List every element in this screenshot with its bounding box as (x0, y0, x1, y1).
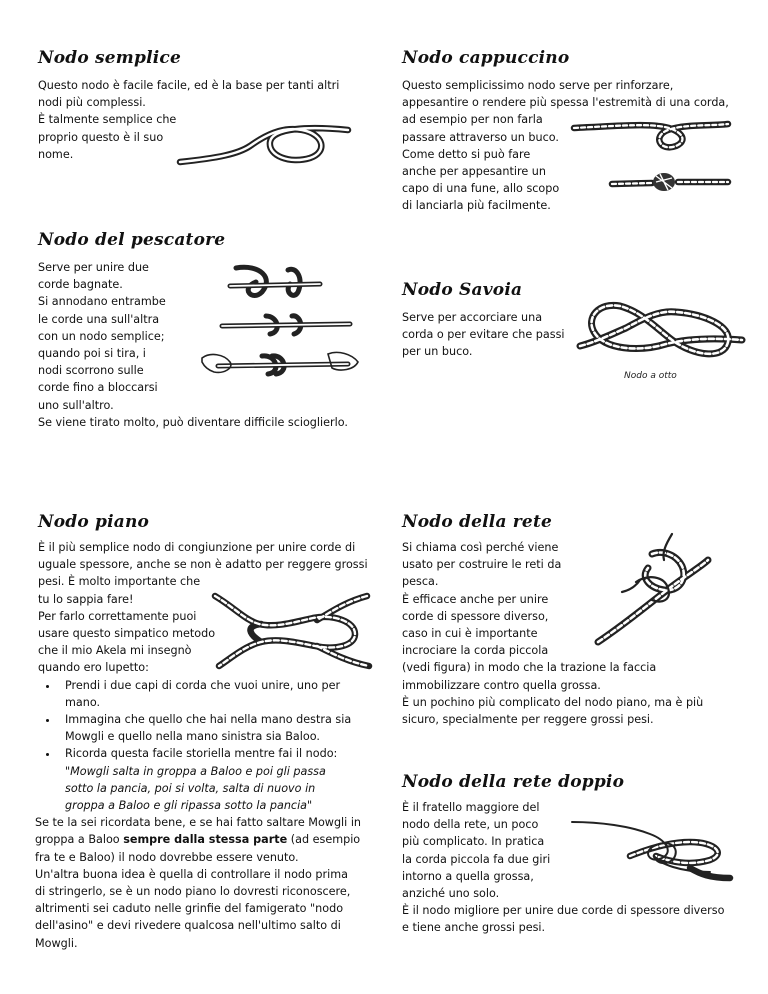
line: quando ero lupetto: (38, 661, 149, 675)
line: di stringerlo, se è un nodo piano lo dovresti riconoscere, (35, 885, 351, 899)
heading-nodo-rete-doppio: Nodo della rete doppio (402, 772, 625, 792)
line: È efficace anche per unire (402, 592, 549, 606)
cappuccino-knot-illustration (572, 112, 732, 192)
line: proprio questo è il suo (38, 130, 164, 144)
line: fra te e Baloo) il nodo dovrebbe essere venuto. (35, 850, 299, 864)
line: corde fino a bloccarsi (38, 381, 158, 395)
line: Immagina che quello che hai nella mano destra sia (65, 713, 352, 727)
line: caso in cui è importante (402, 627, 538, 641)
line: appesantire o rendere più spessa l'estremità di una corda, (402, 96, 729, 110)
line: nodo della rete, un poco (402, 818, 539, 832)
line: groppa a Baloo (35, 833, 124, 847)
fishermans-knot-illustration (200, 262, 360, 382)
line: dell'asino" e devi rivedere qualcosa nell'ultimo salto di (35, 919, 341, 933)
line: sicuro, specialmente per reggere grossi pesi. (402, 713, 654, 727)
line: uno sull'altro. (38, 398, 114, 412)
line: capo di una fune, allo scopo (402, 182, 560, 196)
line: nodi scorrono sulle (38, 364, 144, 378)
line: Si annodano entrambe (38, 295, 166, 309)
line: altrimenti sei caduto nelle grinfie del famigerato "nodo (35, 902, 344, 916)
emphasis: sempre dalla stessa parte (123, 833, 288, 847)
steps-list (0, 677, 378, 815)
line: le corde una sull'altra (38, 312, 160, 326)
line: È un pochino più complicato del nodo piano, ma è più (402, 695, 704, 709)
line: uguale spessore, anche se non è adatto per reggere grossi (38, 558, 368, 572)
line: ad esempio per non farla (402, 113, 543, 127)
heading-nodo-semplice: Nodo semplice (38, 48, 181, 68)
line: immobilizzare contro quella grossa. (402, 678, 601, 692)
heading-nodo-cappuccino: Nodo cappuccino (402, 48, 570, 68)
figure-caption: Nodo a otto (624, 371, 677, 381)
line: Si chiama così perché viene (402, 541, 559, 554)
heading-nodo-pescatore: Nodo del pescatore (38, 230, 226, 250)
line: Mowgli e quello nella mano sinistra sia Baloo. (65, 730, 320, 744)
line: Se te la sei ricordata bene, e se hai fatto saltare Mowgli in (35, 816, 362, 830)
line: nome. (38, 147, 74, 161)
line: Questo nodo è facile facile, ed è la base per tanti altri (38, 79, 340, 92)
line: Se viene tirato molto, può diventare difficile scioglierlo. (38, 415, 348, 429)
line: quando poi si tira, i (38, 347, 146, 361)
figure-eight-knot-illustration (576, 292, 746, 382)
text-nodo-piano-after (35, 814, 378, 952)
quote-line: sotto la pancia, poi si volta, salta di nuovo in (65, 781, 316, 795)
line: pesca. (402, 575, 439, 589)
line: la corda piccola fa due giri (402, 852, 551, 866)
line: È talmente semplice che (38, 113, 177, 127)
list-item (59, 745, 378, 814)
line: Serve per accorciare una (402, 311, 543, 324)
line: incrociare la corda piccola (402, 644, 549, 658)
line: È il nodo migliore per unire due corde di spessore diverso (402, 904, 725, 918)
line: Un'altra buona idea è quella di controllare il nodo prima (35, 867, 348, 881)
overhand-knot-illustration (178, 118, 350, 173)
line: nodi più complessi. (38, 96, 146, 110)
quote-line: groppa a Baloo e gli ripassa sotto la pancia" (65, 799, 313, 813)
line: pesi. È molto importante che (38, 575, 201, 589)
line: tu lo sappia fare! (38, 592, 134, 606)
line: Come detto si può fare (402, 147, 531, 161)
line: Prendi i due capi di corda che vuoi unire, uno per (65, 678, 341, 692)
sheet-bend-illustration (592, 530, 712, 650)
line: Serve per unire due (38, 261, 149, 274)
line: (vedi figura) in modo che la trazione la faccia (402, 661, 657, 675)
line: intorno a quella grossa, (402, 869, 534, 883)
line: che il mio Akela mi insegnò (38, 644, 192, 658)
heading-nodo-savoia: Nodo Savoia (402, 280, 523, 300)
heading-nodo-rete: Nodo della rete (402, 512, 553, 532)
double-sheet-bend-illustration (570, 812, 740, 882)
line: più complicato. In pratica (402, 835, 545, 849)
section-nodo-piano (35, 512, 378, 952)
line: anziché uno solo. (402, 887, 500, 901)
line: per un buco. (402, 345, 473, 359)
line: usare questo simpatico metodo (38, 627, 216, 641)
line: con un nodo semplice; (38, 329, 165, 343)
line: È il fratello maggiore del (402, 801, 540, 814)
line: Per farlo correttamente puoi (38, 609, 197, 623)
line: (ad esempio (287, 833, 361, 847)
line: passare attraverso un buco. (402, 130, 559, 144)
line: usato per costruire le reti da (402, 558, 562, 572)
line: di lanciarla più facilmente. (402, 199, 551, 213)
line: corde di spessore diverso, (402, 609, 549, 623)
line: e tiene anche grossi pesi. (402, 921, 546, 935)
line: Questo semplicissimo nodo serve per rinforzare, (402, 79, 674, 92)
heading-nodo-piano: Nodo piano (38, 512, 150, 532)
line: corde bagnate. (38, 278, 123, 292)
list-item (59, 711, 378, 745)
reef-knot-illustration (205, 588, 375, 670)
line: Ricorda questa facile storiella mentre fai il nodo: (65, 747, 338, 761)
line: anche per appesantire un (402, 165, 546, 179)
line: È il più semplice nodo di congiunzione per unire corde di (38, 541, 356, 554)
quote-line: "Mowgli salta in groppa a Baloo e poi gli passa (65, 764, 326, 778)
line: corda o per evitare che passi (402, 328, 565, 342)
line: mano. (65, 695, 101, 709)
line: Mowgli. (35, 936, 78, 950)
list-item (59, 677, 378, 711)
